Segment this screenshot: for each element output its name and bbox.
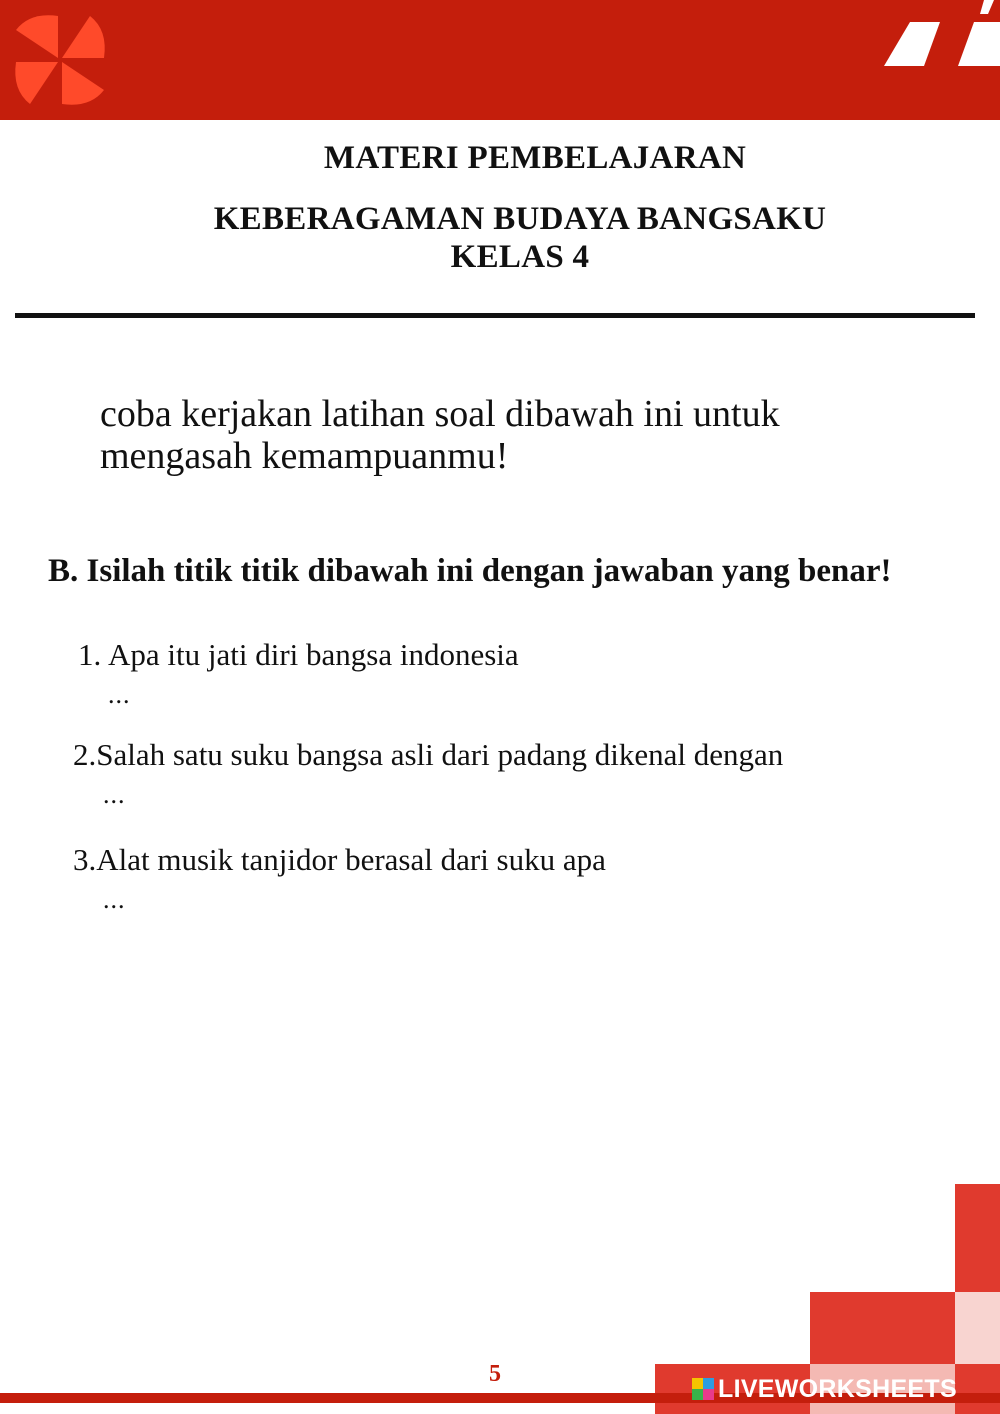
pinwheel-logo-icon xyxy=(10,10,110,110)
page-subtitle xyxy=(20,200,1000,276)
question-text: Alat musik tanjidor berasal dari suku apa xyxy=(96,842,606,877)
answer-field-3[interactable]: ... xyxy=(103,885,126,914)
intro-line-1: coba kerjakan latihan soal dibawah ini untuk xyxy=(100,393,780,435)
question-number: 1. xyxy=(78,637,102,672)
intro-line-2: mengasah kemampuanmu! xyxy=(100,435,509,477)
intro-paragraph xyxy=(100,393,920,477)
question-text: Apa itu jati diri bangsa indonesia xyxy=(108,637,519,672)
subtitle-topic: KEBERAGAMAN BUDAYA BANGSAKU xyxy=(213,201,827,237)
liveworksheets-brand[interactable] xyxy=(692,1372,957,1406)
answer-field-2[interactable]: ... xyxy=(103,780,126,809)
brand-text: LIVEWORKSHEETS xyxy=(718,1374,957,1403)
subtitle-grade: KELAS 4 xyxy=(450,239,590,275)
page-number: 5 xyxy=(489,1361,501,1387)
section-heading: B. Isilah titik titik dibawah ini dengan jawaban yang benar! xyxy=(48,553,892,589)
page-title: MATERI PEMBELAJARAN xyxy=(323,140,747,176)
title-divider xyxy=(15,313,975,318)
question-3 xyxy=(73,842,606,878)
question-number: 3. xyxy=(73,842,97,877)
answer-field-1[interactable]: ... xyxy=(108,680,131,709)
header-band xyxy=(0,0,1000,120)
question-text: Salah satu suku bangsa asli dari padang dikenal dengan xyxy=(96,737,784,772)
corner-stripes-decoration xyxy=(870,0,1000,70)
liveworksheets-icon xyxy=(692,1378,714,1400)
question-number: 2. xyxy=(73,737,97,772)
question-1 xyxy=(78,637,519,673)
question-2 xyxy=(73,737,783,773)
